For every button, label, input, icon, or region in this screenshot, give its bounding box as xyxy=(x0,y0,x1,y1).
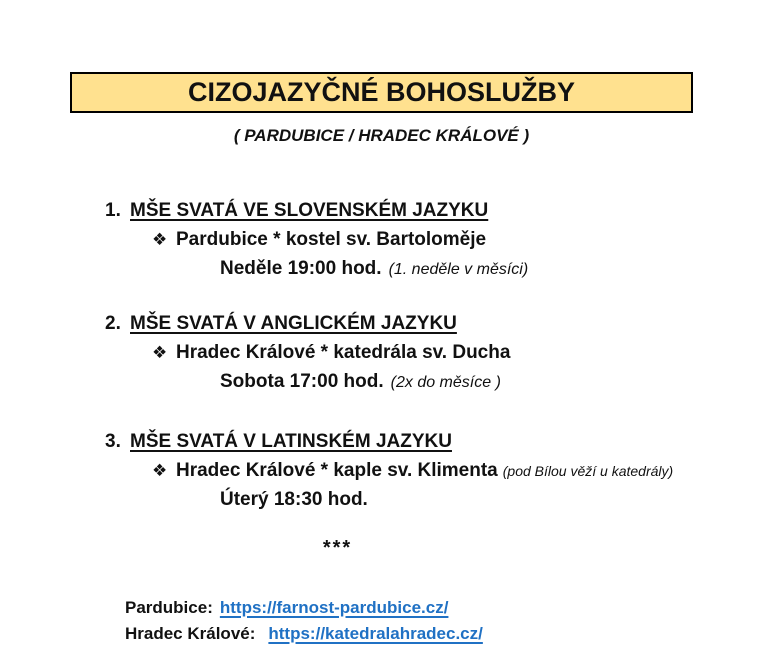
location-line xyxy=(105,338,745,367)
time-note: (1. neděle v měsíci) xyxy=(388,261,529,278)
mass-section-slovak xyxy=(105,196,745,283)
section-heading xyxy=(105,427,745,456)
section-number: 1. xyxy=(105,200,121,221)
stars-separator: *** xyxy=(322,537,353,559)
pardubice-link-label: Pardubice: xyxy=(125,598,213,617)
pardubice-link[interactable]: https://farnost-pardubice.cz/ xyxy=(219,598,449,617)
location-line xyxy=(105,225,745,254)
page-subtitle: ( PARDUBICE / HRADEC KRÁLOVÉ ) xyxy=(233,126,530,145)
diamond-bullet-icon: ❖ xyxy=(152,343,168,362)
time-line xyxy=(105,254,745,283)
section-heading xyxy=(105,309,745,338)
location-note: (pod Bílou věží u katedrály) xyxy=(502,463,674,479)
hradec-link-label: Hradec Králové: xyxy=(125,624,256,643)
location-line xyxy=(105,456,745,485)
location-text: Hradec Králové * kaple sv. Klimenta xyxy=(176,460,498,481)
page-title: CIZOJAZYČNÉ BOHOSLUŽBY xyxy=(187,77,576,107)
diamond-bullet-icon: ❖ xyxy=(152,461,168,480)
time-text: Sobota 17:00 hod. xyxy=(220,371,384,392)
section-heading xyxy=(105,196,745,225)
time-line xyxy=(105,485,745,514)
section-heading-text: MŠE SVATÁ V LATINSKÉM JAZYKU xyxy=(130,431,452,452)
hradec-link[interactable]: https://katedralahradec.cz/ xyxy=(268,624,483,643)
location-text: Hradec Králové * katedrála sv. Ducha xyxy=(176,342,511,363)
time-line xyxy=(105,367,745,396)
diamond-bullet-icon: ❖ xyxy=(152,230,168,249)
section-number: 3. xyxy=(105,431,121,452)
mass-section-latin xyxy=(105,427,745,514)
section-heading-text: MŠE SVATÁ VE SLOVENSKÉM JAZYKU xyxy=(130,200,489,221)
title-banner xyxy=(70,72,693,113)
location-text: Pardubice * kostel sv. Bartoloměje xyxy=(176,229,487,250)
time-text: Neděle 19:00 hod. xyxy=(220,258,382,279)
mass-section-english xyxy=(105,309,745,396)
hradec-link-line xyxy=(125,622,483,646)
section-heading-text: MŠE SVATÁ V ANGLICKÉM JAZYKU xyxy=(130,313,457,334)
pardubice-link-line xyxy=(125,596,448,620)
time-text: Úterý 18:30 hod. xyxy=(220,489,368,510)
time-note: (2x do měsíce ) xyxy=(390,374,501,391)
section-number: 2. xyxy=(105,313,121,334)
